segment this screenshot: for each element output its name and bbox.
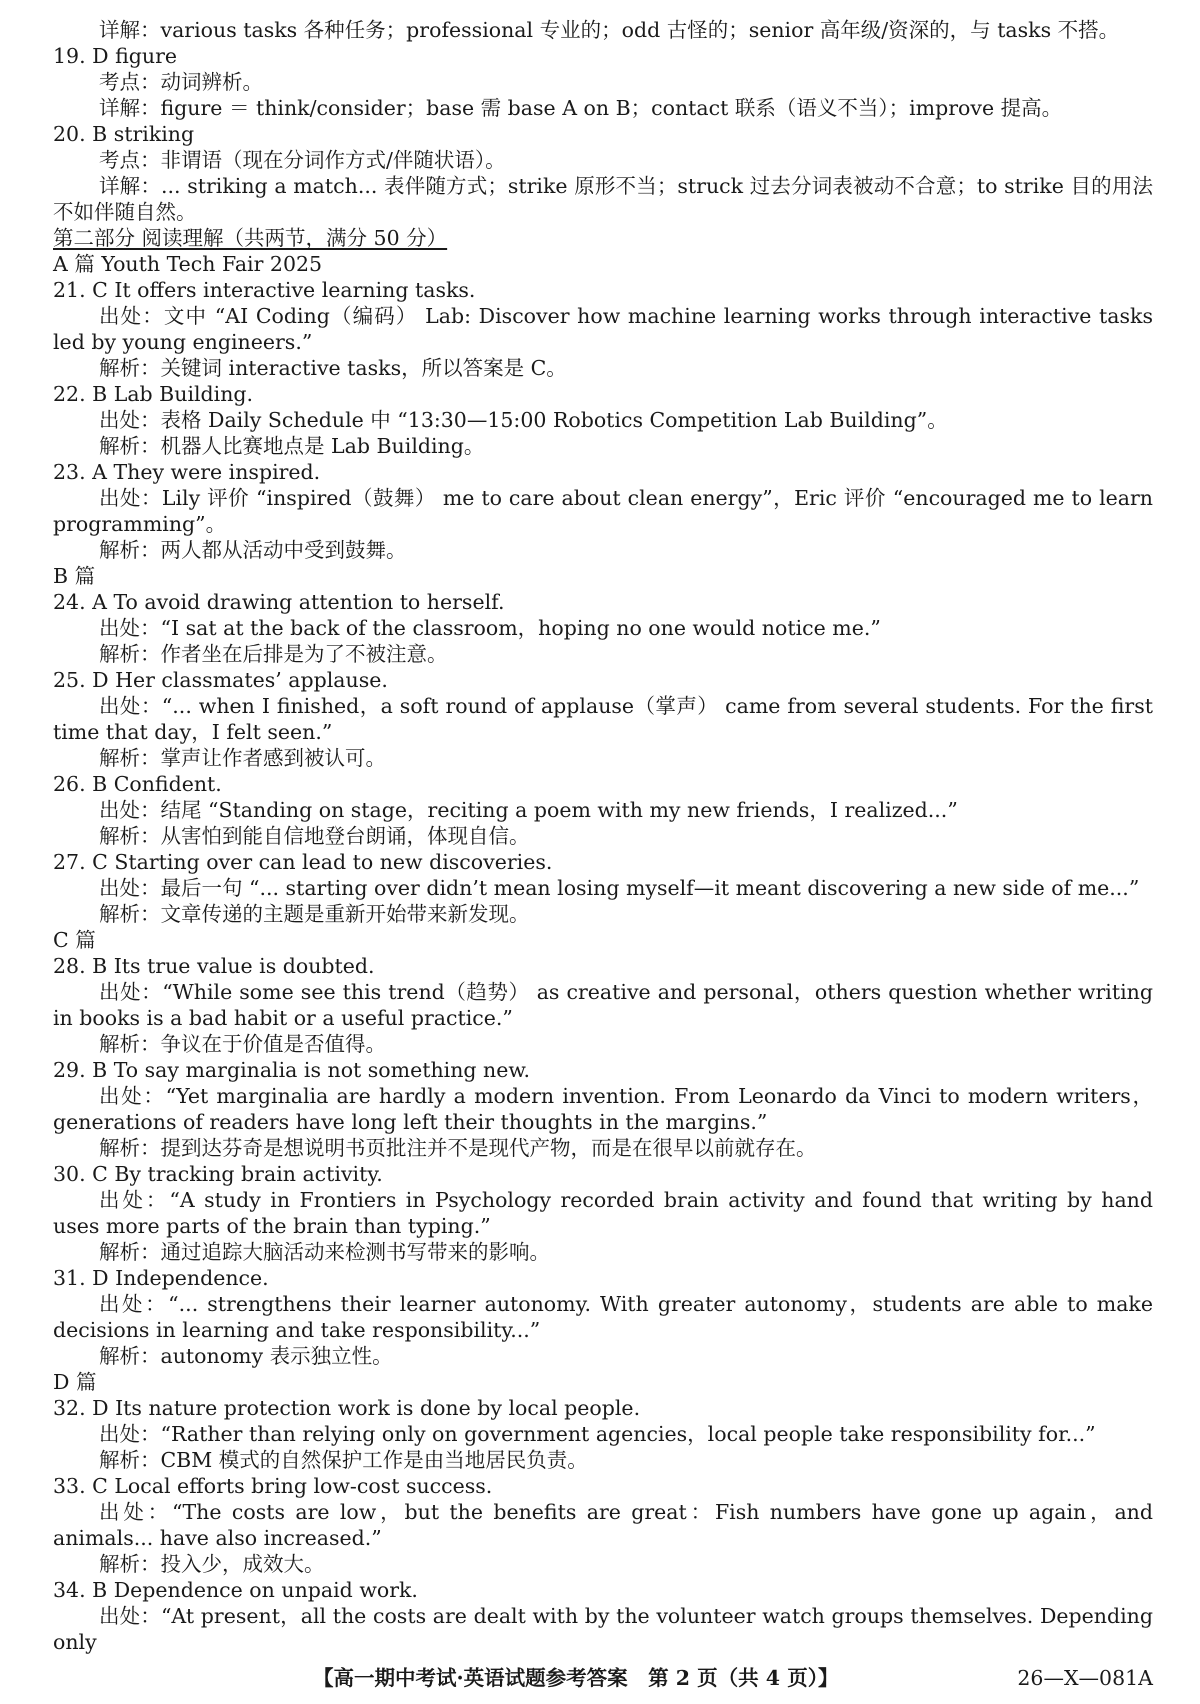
answer-line: 解析：作者坐在后排是为了不被注意。 xyxy=(99,642,448,666)
answer-line: 解析：通过追踪大脑活动来检测书写带来的影响。 xyxy=(99,1240,550,1264)
answer-line: 解析：机器人比赛地点是 Lab Building。 xyxy=(99,434,485,458)
footer-title: 【高一期中考试·英语试题参考答案 第 2 页（共 4 页）】 xyxy=(313,1666,839,1690)
answer-line: 详解：... striking a match... 表伴随方式；strike 原形不当；struck 过去分词表被动不合意；to strike 目的用法不如伴随自然。 xyxy=(53,174,1153,224)
answer-line: 34. B Dependence on unpaid work. xyxy=(53,1578,418,1602)
answer-line: 出处：“I sat at the back of the classroom，hoping no one would notice me.” xyxy=(99,616,881,640)
answer-line: 解析：提到达芬奇是想说明书页批注并不是现代产物，而是在很早以前就存在。 xyxy=(99,1136,817,1160)
answer-line: 23. A They were inspired. xyxy=(53,460,321,484)
answer-line: 解析：autonomy 表示独立性。 xyxy=(99,1344,393,1368)
answer-line: 出处：“Yet marginalia are hardly a modern invention. From Leonardo da Vinci to modern writers，generations of readers have long left their thoughts in the margins.” xyxy=(53,1084,1153,1134)
answer-line: 解析：争议在于价值是否值得。 xyxy=(99,1032,386,1056)
answer-line: 解析：投入少，成效大。 xyxy=(99,1552,325,1576)
answer-line: 20. B striking xyxy=(53,122,195,146)
answer-line: 出处：表格 Daily Schedule 中 “13:30—15:00 Robotics Competition Lab Building”。 xyxy=(99,408,948,432)
answer-line: 32. D Its nature protection work is done by local people. xyxy=(53,1396,641,1420)
answer-line: 出处：最后一句 “... starting over didn’t mean losing myself—it meant discovering a new side of me...” xyxy=(99,876,1140,900)
answer-line: 出处：“... when I finished，a soft round of applause（掌声） came from several students. For the first time that day，I felt seen.” xyxy=(53,694,1153,744)
answer-line: 出处：“While some see this trend（趋势） as creative and personal，others question whether writing in books is a bad habit or a useful practice.” xyxy=(53,980,1153,1030)
answer-line: C 篇 xyxy=(53,928,96,952)
answer-line: 考点：非谓语（现在分词作方式/伴随状语）。 xyxy=(99,148,506,172)
answer-line: 19. D figure xyxy=(53,44,178,68)
answer-line: A 篇 Youth Tech Fair 2025 xyxy=(53,252,323,276)
answer-line: 解析：文章传递的主题是重新开始带来新发现。 xyxy=(99,902,530,926)
answer-line: 21. C It offers interactive learning tasks. xyxy=(53,278,476,302)
answer-line: 31. D Independence. xyxy=(53,1266,269,1290)
answer-line: 33. C Local efforts bring low-cost success. xyxy=(53,1474,493,1498)
answer-line: 29. B To say marginalia is not something new. xyxy=(53,1058,531,1082)
answer-line: 解析：关键词 interactive tasks，所以答案是 C。 xyxy=(99,356,567,380)
answer-line: 出处：结尾 “Standing on stage，reciting a poem with my new friends，I realized...” xyxy=(99,798,958,822)
answer-line: 出处：“Rather than relying only on government agencies，local people take responsibility for...” xyxy=(99,1422,1096,1446)
answer-line: 27. C Starting over can lead to new discoveries. xyxy=(53,850,553,874)
answer-line: 出处：“The costs are low，but the benefits are great：Fish numbers have gone up again，and animals... have also increased.” xyxy=(53,1500,1153,1550)
answer-line: 详解：various tasks 各种任务；professional 专业的；odd 古怪的；senior 高年级/资深的，与 tasks 不搭。 xyxy=(99,18,1120,42)
answer-line: 出处：“A study in Frontiers in Psychology recorded brain activity and found that writing by hand uses more parts of the brain than typing.” xyxy=(53,1188,1153,1238)
answer-line: 24. A To avoid drawing attention to herself. xyxy=(53,590,505,614)
answer-line: 解析：掌声让作者感到被认可。 xyxy=(99,746,386,770)
answer-line: 详解：figure ＝ think/consider；base 需 base A on B；contact 联系（语义不当）；improve 提高。 xyxy=(99,96,1063,120)
answer-line: 考点：动词辨析。 xyxy=(99,70,263,94)
answer-line: D 篇 xyxy=(53,1370,97,1394)
answer-line: 解析：两人都从活动中受到鼓舞。 xyxy=(99,538,407,562)
answer-line: 26. B Confident. xyxy=(53,772,222,796)
answer-line: 出处：“... strengthens their learner autonomy. With greater autonomy，students are able to make decisions in learning and take responsibility...” xyxy=(53,1292,1153,1342)
answer-line: 25. D Her classmates’ applause. xyxy=(53,668,388,692)
answer-line: 28. B Its true value is doubted. xyxy=(53,954,375,978)
answer-line: B 篇 xyxy=(53,564,96,588)
answer-key-body xyxy=(53,17,1153,1655)
answer-line: 出处：Lily 评价 “inspired（鼓舞） me to care about clean energy”，Eric 评价 “encouraged me to learn programming”。 xyxy=(53,486,1153,536)
answer-line: 出处：“At present，all the costs are dealt with by the volunteer watch groups themselves. Depending only xyxy=(53,1604,1153,1654)
footer-code: 26—X—081A xyxy=(1017,1666,1153,1690)
section-heading: 第二部分 阅读理解（共两节，满分 50 分） xyxy=(53,226,448,250)
answer-line: 出处：文中 “AI Coding（编码） Lab: Discover how machine learning works through interactive tasks led by young engineers.” xyxy=(53,304,1153,354)
answer-line: 22. B Lab Building. xyxy=(53,382,254,406)
answer-line: 30. C By tracking brain activity. xyxy=(53,1162,383,1186)
answer-line: 解析：CBM 模式的自然保护工作是由当地居民负责。 xyxy=(99,1448,588,1472)
answer-line: 解析：从害怕到能自信地登台朗诵，体现自信。 xyxy=(99,824,530,848)
